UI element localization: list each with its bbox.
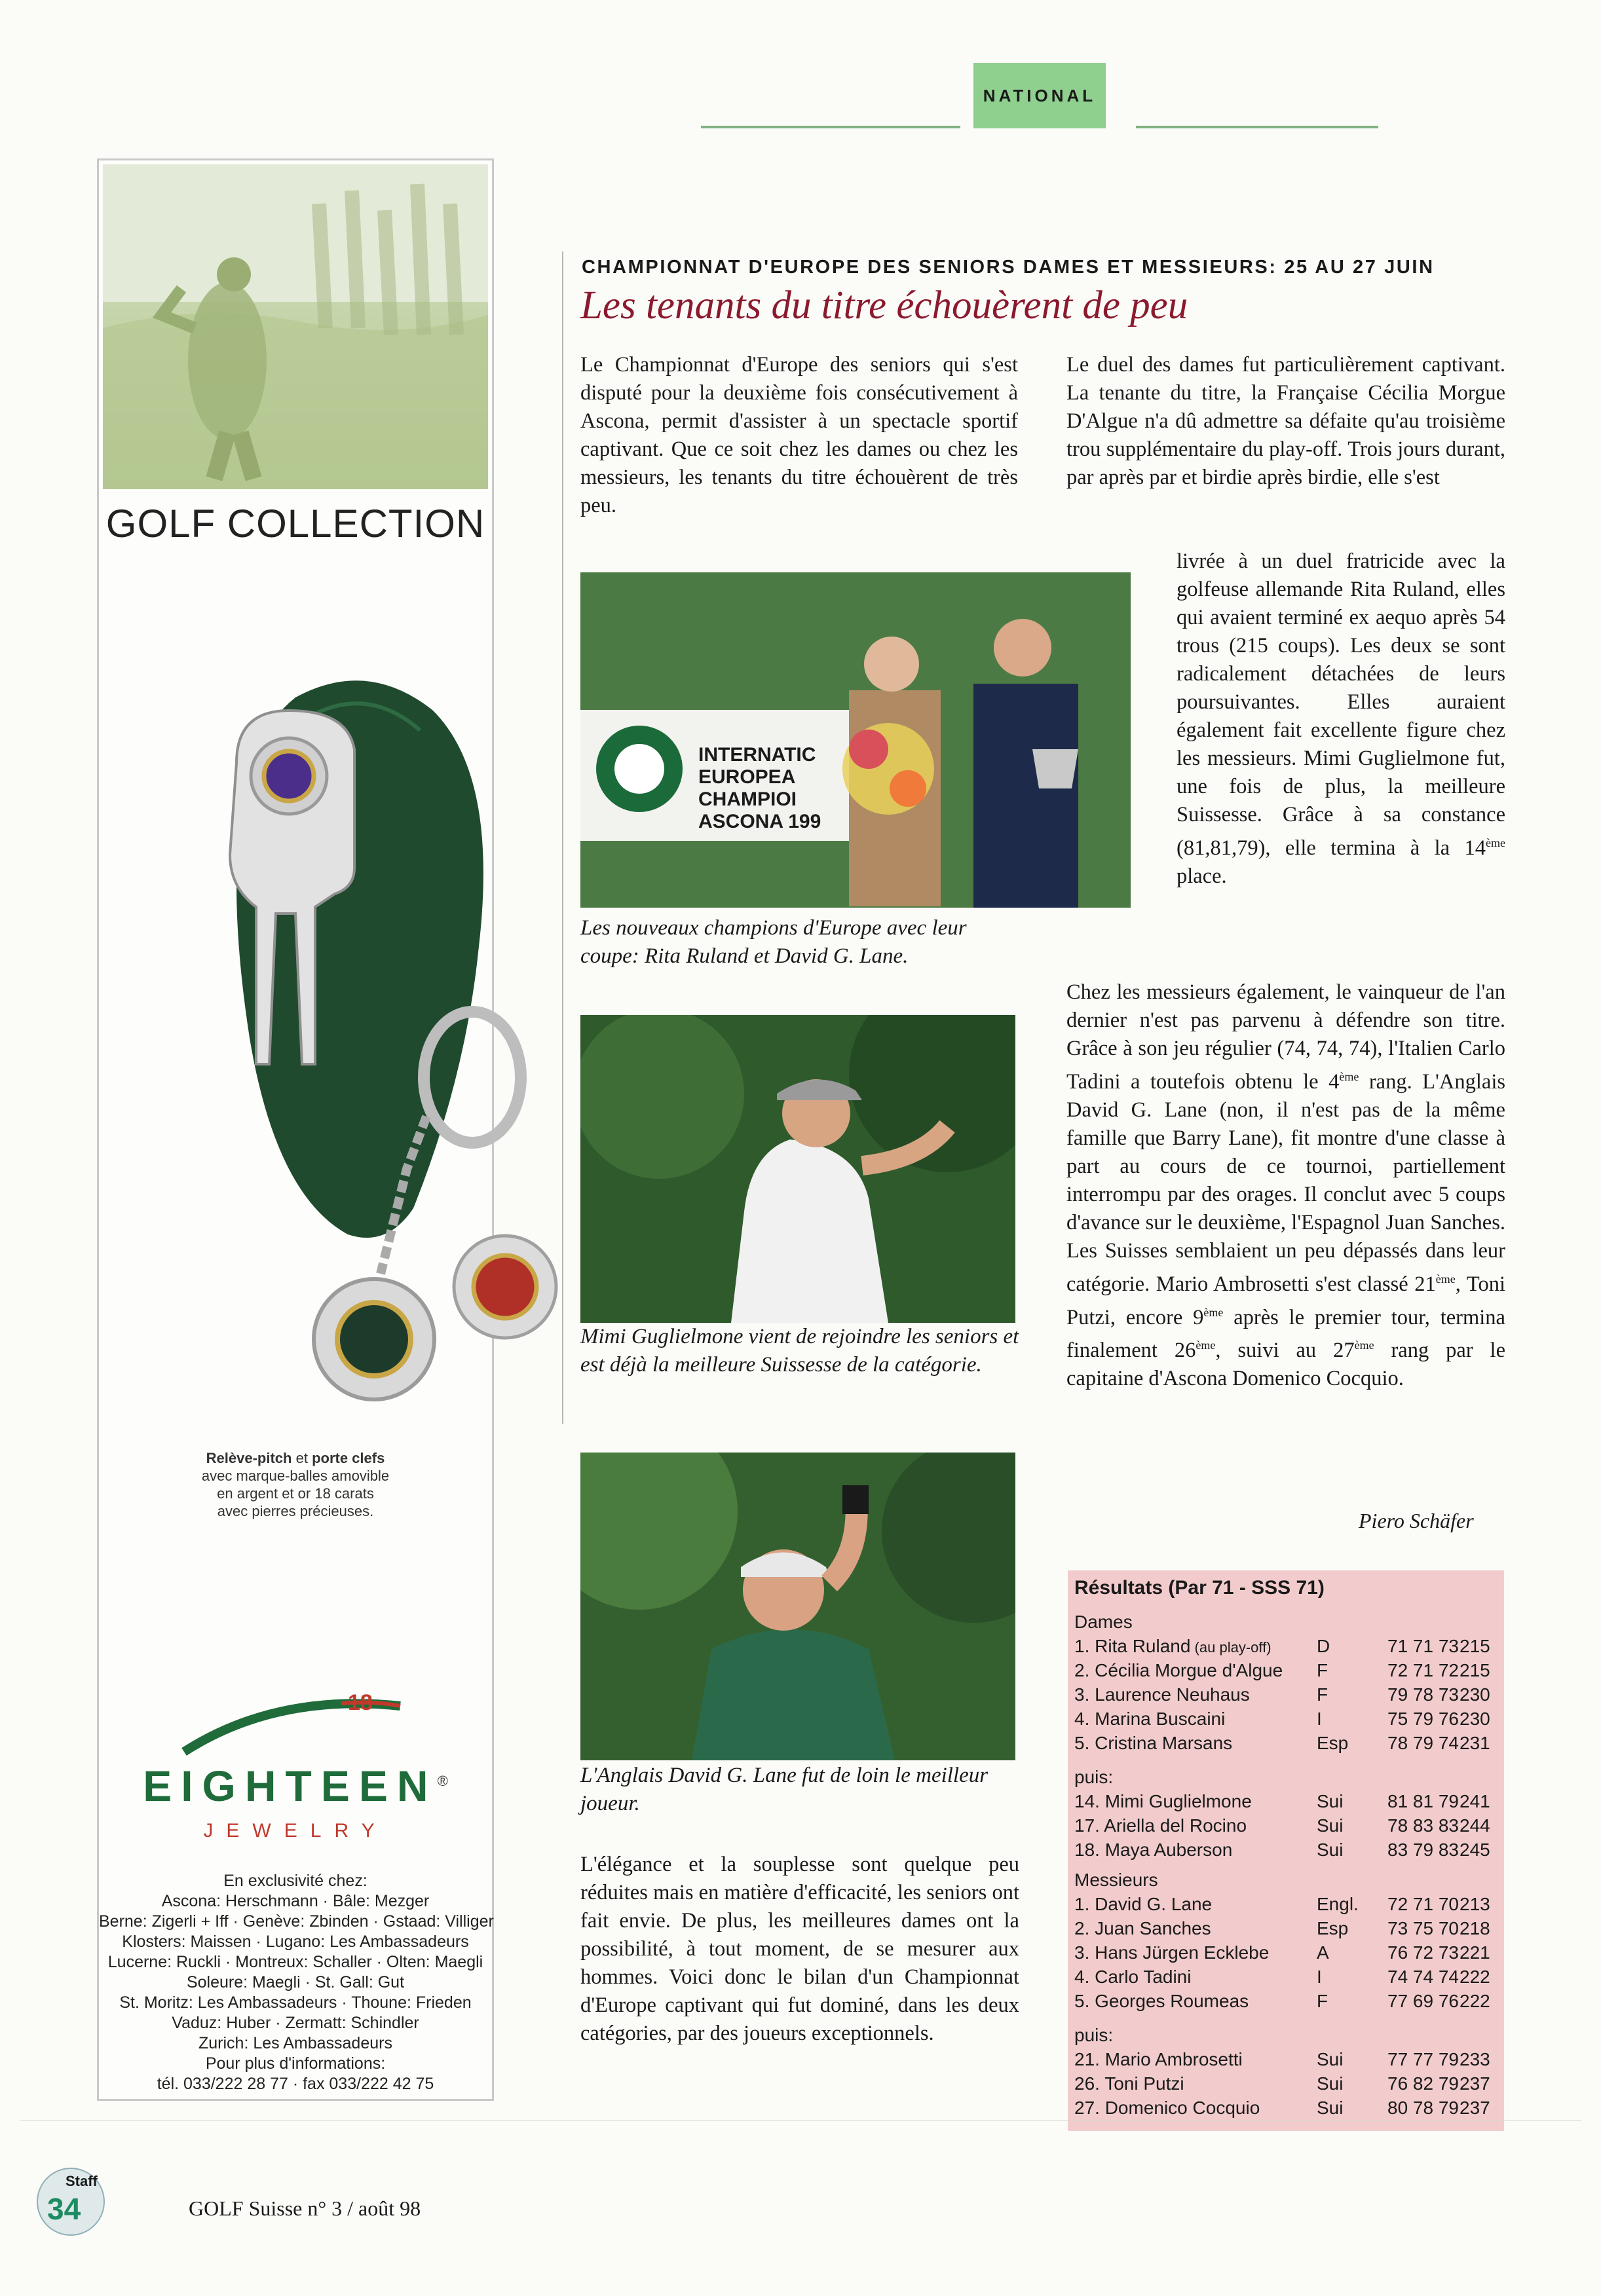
article-kicker: CHAMPIONNAT D'EUROPE DES SENIORS DAMES ET MESSIEURS: 25 AU 27 JUIN [582, 257, 1435, 278]
brand-name: EIGHTEEN® [143, 1762, 448, 1810]
header-rule-right [1136, 126, 1378, 128]
magazine-footer: GOLF Suisse n° 3 / août 98 [189, 2196, 421, 2220]
ad-product-caption: Relève-pitch et porte clefs avec marque-balles amovible en argent et or 18 carats avec pierres précieuses. [201, 1450, 390, 1519]
results-section-dames: Dames [1074, 1612, 1133, 1632]
column-rule [562, 251, 563, 1424]
article-right-men: Chez les messieurs également, le vainqueur de l'an dernier n'est pas parvenu à défendre son titre. Grâce à son jeu régulier (74, 74, 74), l'Italien Carlo Tadini a toutefois obtenu le 4ème rang. L'Anglais David G. Lane (non, il n'est pas de la même famille que Barry Lane), fit montre d'une classe à part au cours de ce tournoi, partiellement interrompu par des orages. Il conclut avec 5 coups d'avance sur le deuxième, l'Espagnol Juan Sanches. Les Suisses semblaient un peu dépassés dans leur catégorie. Mario Ambrosetti s'est classé 21ème, Toni Putzi, encore 9ème après le premier tour, termina finalement 26ème, suivi au 27ème rang par le capitaine d'Ascona Domenico Cocquio. [1066, 980, 1505, 1391]
caption-guglielmone: Mimi Guglielmone vient de rejoindre les seniors et est déjà la meilleure Suissesse de la catégorie. [580, 1325, 1019, 1377]
result-row: 17. Ariella del Rocino Sui 78 83 83 244 [1074, 1815, 1490, 1836]
caption-lane: L'Anglais David G. Lane fut de loin le meilleur joueur. [580, 1764, 989, 1815]
results-title: Résultats (Par 71 - SSS 71) [1074, 1577, 1325, 1599]
article-headline: Les tenants du titre échouèrent de peu [580, 284, 1188, 327]
logo-number: 18 [348, 1690, 373, 1715]
result-row: 3. Hans Jürgen Ecklebe A 76 72 73 221 [1074, 1942, 1490, 1963]
result-row: 5. Georges Roumeas F 77 69 76 222 [1074, 1991, 1490, 2011]
page-number: 34 [47, 2192, 81, 2226]
results-section-messieurs: Messieurs [1074, 1870, 1158, 1890]
article-right-top: Le duel des dames fut particulièrement captivant. La tenante du titre, la Française Cécilia Morgue D'Algue n'a dû admettre sa défaite qu'au troisième trou supplémentaire du play-off. Trois jours durant, par après par et birdie après birdie, elle s'est [1066, 353, 1505, 489]
result-row: 5. Cristina Marsans Esp 78 79 74 231 [1074, 1733, 1490, 1753]
article-left-bottom: L'élégance et la souplesse sont quelque peu réduites mais en matière d'efficacité, les seniors ont fait envie. De plus, les meilleures dames ont la possibilité, à tout moment, de se mesurer aux hommes. Voici donc le bilan d'un Championnat d'Europe captivant qui fut dominé, dans les deux catégories, par des joueurs exceptionnels. [580, 1853, 1019, 2045]
ad-title: GOLF COLLECTION [105, 502, 485, 546]
result-row: 3. Laurence Neuhaus F 79 78 73 230 [1074, 1684, 1490, 1705]
footer-rule [20, 2120, 1581, 2121]
champions-photo-art [580, 572, 1131, 908]
result-row: 26. Toni Putzi Sui 76 82 79 237 [1074, 2073, 1490, 2094]
eighteen-logo-swoosh [178, 1686, 413, 1758]
result-row: 27. Domenico Cocquio Sui 80 78 79 237 [1074, 2098, 1490, 2118]
store-list: En exclusivité chez: Ascona: Herschmann · Bâle: Mezger Berne: Zigerli + Iff · Genève: Zbinden · Gstaad: Villiger Klosters: Maissen · Lugano: Les Ambassadeurs Lucerne: Ruckli · Montreux: Schaller · Olten: Maegli Soleure: Maegli · St. Gall: Gut St. Moritz: Les Ambassadeurs · Thoune: Frieden Vaduz: Huber · Zermatt: Schindler Zurich: Les Ambassadeurs Pour plus d'informations: tél. 033/222 28 77 · fax 033/222 42 75 [99, 1872, 494, 2093]
advertisement [97, 158, 494, 2101]
result-row: 4. Carlo Tadini I 74 74 74 222 [1074, 1967, 1490, 1987]
header-rule-left [701, 126, 960, 128]
result-row: 2. Cécilia Morgue d'Algue F 72 71 72 215 [1074, 1660, 1490, 1680]
section-tab: NATIONAL [973, 63, 1106, 128]
staff-logo-text: Staff [66, 2173, 98, 2189]
result-row: 21. Mario Ambrosetti Sui 77 77 79 233 [1074, 2049, 1490, 2069]
result-row: 1. Rita Ruland (au play-off) D 71 71 73 215 [1074, 1636, 1490, 1656]
guglielmone-photo [580, 1015, 1015, 1323]
result-row: 1. David G. Lane Engl. 72 71 70 213 [1074, 1894, 1490, 1914]
golfer-illustration [103, 164, 488, 489]
photo-banner-text: INTERNATIC EUROPEA CHAMPIOI ASCONA 199 [698, 744, 821, 832]
ad-golfer-photo [103, 164, 488, 489]
result-row: 4. Marina Buscaini I 75 79 76 230 [1074, 1709, 1490, 1729]
results-section-puis: puis: [1074, 2025, 1114, 2045]
brand-subtitle: JEWELRY [203, 1820, 388, 1842]
result-row: 14. Mimi Guglielmone Sui 81 81 79 241 [1074, 1791, 1490, 1811]
jewelry-illustration [197, 671, 564, 1444]
result-row: 18. Maya Auberson Sui 83 79 83 245 [1074, 1840, 1490, 1860]
results-section-puis: puis: [1074, 1767, 1114, 1787]
article-right-wrap: livrée à un duel fratricide avec la golfeuse allemande Rita Ruland, elles qui avaient terminé ex aequo après 54 trous (215 coups). Les deux se sont radicalement détachées de leurs poursuivantes. Elles auraient également fait excellente figure chez les messieurs. Mimi Guglielmone fut, une fois de plus, la meilleure Suissesse. Grâce à sa constance (81,81,79), elle termina à la 14ème place. [1177, 549, 1505, 888]
champions-photo [580, 572, 1131, 908]
guglielmone-photo-art [580, 1015, 1015, 1323]
article-intro: Le Championnat d'Europe des seniors qui s'est disputé pour la deuxième fois consécutivement à Ascona, permit d'assister à un spectacle sportif captivant. Que ce soit chez les dames ou chez les messieurs, les tenants du titre échouèrent de très peu. [580, 353, 1018, 517]
results-box [1068, 1570, 1504, 2131]
byline: Piero Schäfer [1359, 1509, 1474, 1532]
result-row: 2. Juan Sanches Esp 73 75 70 218 [1074, 1918, 1490, 1938]
lane-photo [580, 1453, 1015, 1760]
caption-champions: Les nouveaux champions d'Europe avec leur coupe: Rita Ruland et David G. Lane. [580, 916, 967, 968]
lane-photo-art [580, 1453, 1015, 1760]
